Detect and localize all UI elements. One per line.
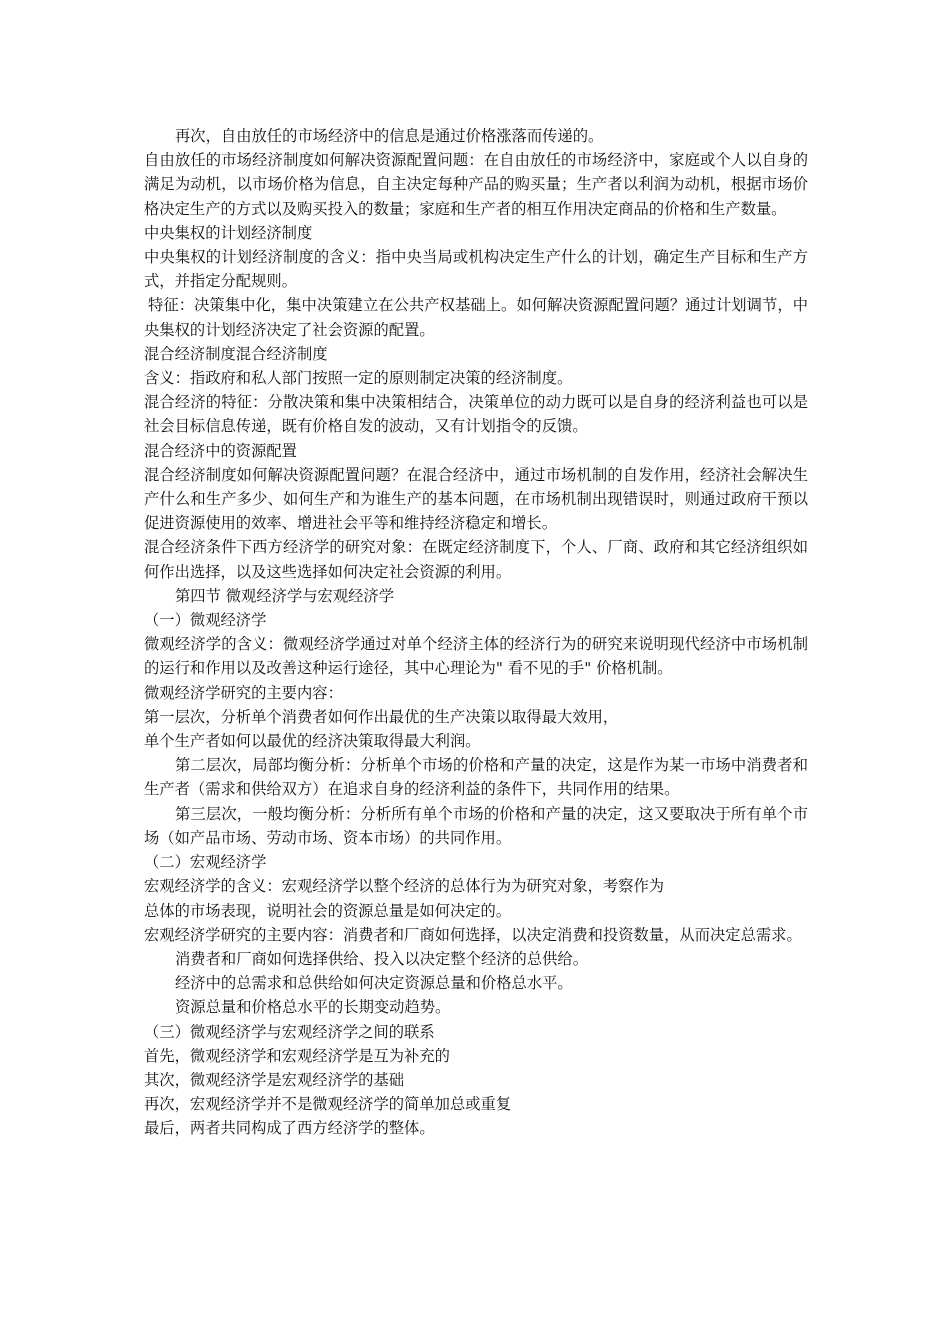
paragraph-micro-level-3: 第三层次，一般均衡分析：分析所有单个市场的价格和产量的决定，这又要取决于所有单个市场（如产品市场、劳动市场、资本市场）的共同作用。	[144, 804, 808, 847]
paragraph-macro-definition-a: 宏观经济学的含义：宏观经济学以整个经济的总体行为为研究对象，考察作为	[144, 877, 665, 896]
paragraph-macro-demand-supply: 经济中的总需求和总供给如何决定资源总量和价格总水平。	[175, 974, 573, 993]
paragraph-micro-level-1a: 第一层次，分析单个消费者如何作出最优的生产决策以取得最大效用，	[144, 707, 619, 726]
paragraph-relation-last: 最后，两者共同构成了西方经济学的整体。	[144, 1119, 435, 1138]
heading-microeconomics: （一）微观经济学	[144, 611, 267, 630]
paragraph-macro-content: 宏观经济学研究的主要内容：消费者和厂商如何选择，以决定消费和投资数量，从而决定总需求。	[144, 925, 802, 944]
paragraph-research-object: 混合经济条件下西方经济学的研究对象：在既定经济制度下，个人、厂商、政府和其它经济组织如何作出选择，以及这些选择如何决定社会资源的利用。	[144, 538, 808, 581]
section-title-4: 第四节 微观经济学与宏观经济学	[175, 586, 395, 605]
paragraph-macro-supply: 消费者和厂商如何选择供给、投入以决定整个经济的总供给。	[175, 949, 589, 968]
paragraph-macro-definition-b: 总体的市场表现，说明社会的资源总量是如何决定的。	[144, 901, 512, 920]
paragraph-mixed-economy-allocation: 混合经济制度如何解决资源配置问题？在混合经济中，通过市场机制的自发作用，经济社会解决生产什么和生产多少、如何生产和为谁生产的基本问题，在市场机制出现错误时，则通过政府干预以促进资源使用的效率、增进社会平等和维持经济稳定和增长。	[144, 465, 808, 533]
heading-macroeconomics: （二）宏观经济学	[144, 853, 267, 872]
paragraph-price-info: 再次，自由放任的市场经济中的信息是通过价格涨落而传递的。	[175, 127, 604, 145]
paragraph-micro-level-1b: 单个生产者如何以最优的经济决策取得最大利润。	[144, 732, 481, 751]
heading-planned-economy: 中央集权的计划经济制度	[144, 223, 313, 242]
paragraph-mixed-economy-definition: 含义：指政府和私人部门按照一定的原则制定决策的经济制度。	[144, 369, 573, 388]
paragraph-micro-level-2: 第二层次，局部均衡分析：分析单个市场的价格和产量的决定，这是作为某一市场中消费者和生产者（需求和供给双方）在追求自身的经济利益的条件下，共同作用的结果。	[144, 756, 808, 799]
paragraph-planned-economy-definition: 中央集权的计划经济制度的含义：指中央当局或机构决定生产什么的计划，确定生产目标和生产方式，并指定分配规则。	[144, 248, 808, 291]
paragraph-macro-long-term: 资源总量和价格总水平的长期变动趋势。	[175, 998, 451, 1017]
paragraph-micro-definition: 微观经济学的含义：微观经济学通过对单个经济主体的经济行为的研究来说明现代经济中市场机制的运行和作用以及改善这种运行途径，其中心理论为" 看不见的手" 价格机制。	[144, 635, 808, 678]
document-page	[144, 124, 808, 1141]
paragraph-free-market-allocation: 自由放任的市场经济制度如何解决资源配置问题：在自由放任的市场经济中，家庭或个人以自身的满足为动机，以市场价格为信息，自主决定每种产品的购买量；生产者以利润为动机，根据市场价格决定生产的方式以及购买投入的数量；家庭和生产者的相互作用决定商品的价格和生产数量。	[144, 151, 808, 218]
paragraph-mixed-economy-features: 混合经济的特征：分散决策和集中决策相结合，决策单位的动力既可以是自身的经济利益也可以是社会目标信息传递，既有价格自发的波动，又有计划指令的反馈。	[144, 393, 808, 436]
paragraph-relation-third: 再次，宏观经济学并不是微观经济学的简单加总或重复	[144, 1095, 512, 1114]
paragraph-planned-economy-features: 特征：决策集中化，集中决策建立在公共产权基础上。如何解决资源配置问题？通过计划调节，中央集权的计划经济决定了社会资源的配置。	[144, 296, 808, 339]
heading-mixed-economy-allocation: 混合经济中的资源配置	[144, 441, 297, 460]
paragraph-relation-first: 首先，微观经济学和宏观经济学是互为补充的	[144, 1046, 450, 1065]
heading-mixed-economy: 混合经济制度混合经济制度	[144, 344, 328, 363]
paragraph-relation-second: 其次，微观经济学是宏观经济学的基础	[144, 1070, 405, 1089]
paragraph-micro-content-heading: 微观经济学研究的主要内容：	[144, 683, 343, 702]
heading-micro-macro-relation: （三）微观经济学与宏观经济学之间的联系	[144, 1022, 435, 1041]
